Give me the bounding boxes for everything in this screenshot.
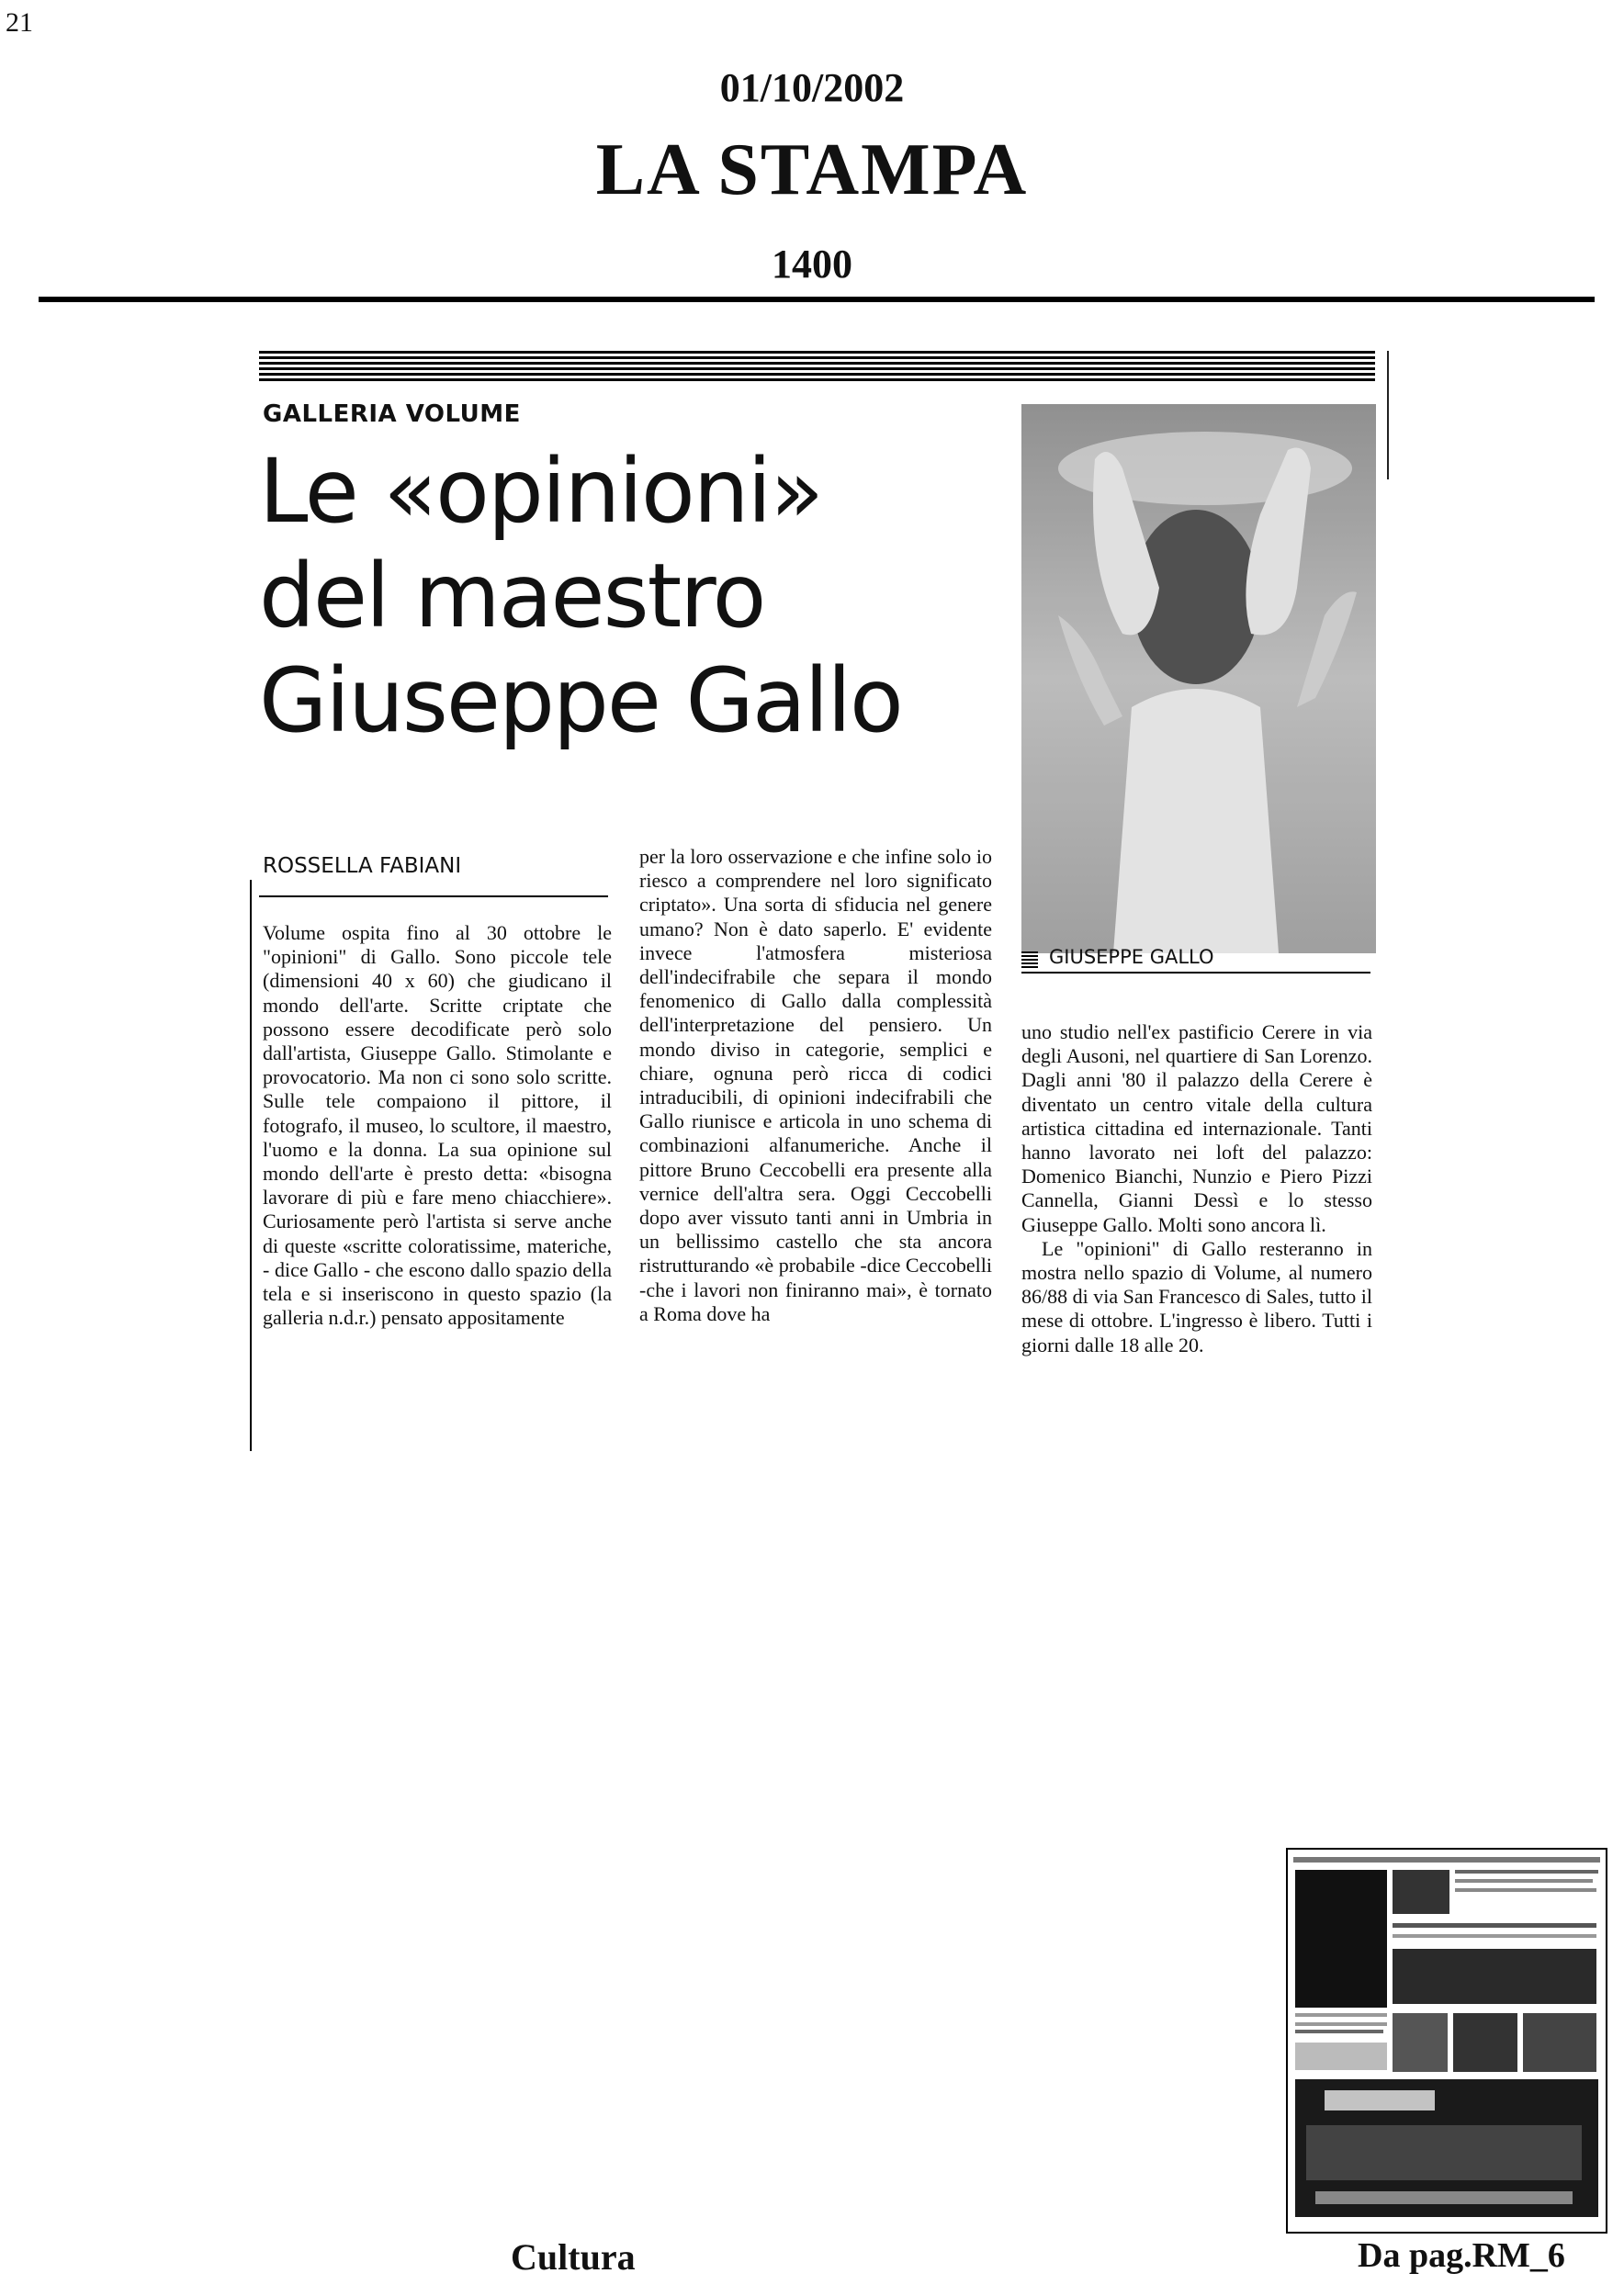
byline-rule (259, 895, 608, 897)
article-byline: ROSSELLA FABIANI (263, 854, 462, 878)
footer-section-label: Cultura (511, 2236, 636, 2278)
column-left-rule (250, 880, 252, 1451)
page-thumbnail (1286, 1848, 1607, 2234)
footer-page-reference: Da pag.RM_6 (1358, 2236, 1565, 2275)
caption-rule (1021, 972, 1370, 974)
column-3-text: uno studio nell'ex pastificio Cerere in via degli Ausoni, nel quartiere di San Lorenzo. Dagli anni '80 il palazzo della Cerere è diventato un centro vitale della cultura artistica cittadina ed internazionale. Tanti hanno lavorato nei loft del palazzo: Domenico Bianchi, Nunzio e Piero Pizzi Cannella, Gianni Dessì e lo stesso Giuseppe Gallo. Molti sono ancora lì. (1021, 1020, 1372, 1236)
article-column-2 (639, 845, 992, 1326)
headline-line-3: Giuseppe Gallo (259, 649, 902, 752)
headline-line-1: Le «opinioni» (259, 440, 822, 543)
publication-date: 01/10/2002 (719, 65, 905, 110)
thumbnail-page-miniature (1288, 1850, 1606, 2232)
article-photo (1021, 404, 1376, 953)
article-column-3 (1021, 1020, 1372, 1357)
newspaper-masthead: LA STAMPA (595, 129, 1029, 210)
article-column-1 (263, 921, 612, 1330)
caption-marker (1021, 951, 1038, 968)
section-kicker: GALLERIA VOLUME (263, 400, 521, 428)
section-rule-bars (259, 351, 1375, 384)
issue-code: 1400 (772, 242, 852, 287)
headline-line-2: del maestro (259, 545, 765, 647)
right-rule (1387, 351, 1389, 479)
column-1-text: Volume ospita fino al 30 ottobre le "opinioni" di Gallo. Sono piccole tele (dimensioni 40 x 60) che giudicano il mondo dell'arte. Scritte criptate che possono essere decodificate però solo dall'artista, Giuseppe Gallo. Stimolante e provocatorio. Ma non ci sono solo scritte. Sulle tele compaiono il pittore, il fotografo, il museo, lo scultore, il maestro, l'uomo e la donna. La sua opinione sul mondo dell'arte è presto detta: «bisogna lavorare di più e fare meno chiacchiere». Curiosamente però l'artista si serve anche di queste «scritte coloratissime, materiche, - dice Gallo - che escono dallo spazio della tela e si inseriscono in questo spazio (la galleria n.d.r.) pensato appositamente (263, 921, 612, 1330)
header-divider (39, 297, 1595, 302)
column-2-text: per la loro osservazione e che infine solo io riesco a comprendere nel loro significato criptato». Una sorta di sfiducia nel genere umano? Non è dato saperlo. E' evidente invece l'atmosfera misteriosa dell'indecifrabile che separa il mondo fenomenico di Gallo dalla complessità dell'interpretazione del pensiero. Un mondo diviso in categorie, semplici e chiare, ognuna però ricca di codici intraducibili, di opinioni indecifrabili che Gallo riunisce e articola in uno schema di combinazioni alfanumeriche. Anche il pittore Bruno Ceccobelli era presente alla vernice dell'altra sera. Oggi Ceccobelli dopo aver vissuto tanti anni in Umbria in un bellissimo castello che sta ancora ristrutturando «è probabile -dice Ceccobelli -che i lavori non finiranno mai», è tornato a Roma dove ha (639, 845, 992, 1325)
column-3-closing-text: Le "opinioni" di Gallo resteranno in mostra nello spazio di Volume, al numero 86/88 di via San Francesco di Sales, tutto il mese di ottobre. L'ingresso è libero. Tutti i giorni dalle 18 alle 20. (1021, 1236, 1372, 1356)
photo-caption: GIUSEPPE GALLO (1049, 946, 1214, 968)
page-number: 21 (6, 7, 33, 38)
article-headline (259, 439, 994, 753)
photo-artist-hands-over-face (1021, 404, 1376, 953)
